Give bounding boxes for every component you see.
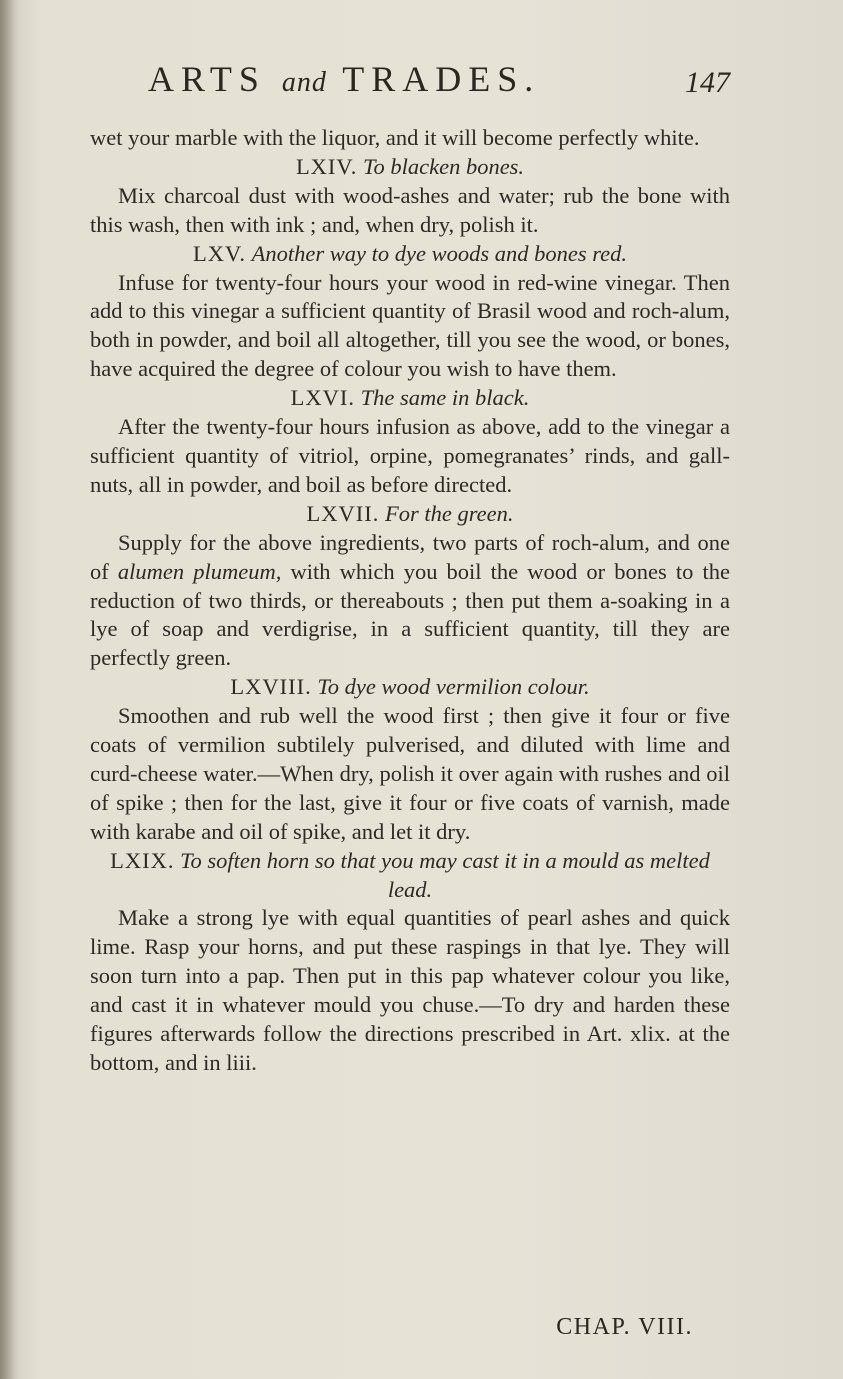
section-heading-68 <box>90 673 730 702</box>
section-title-66: The same in black. <box>360 385 530 411</box>
catchword: CHAP. VIII. <box>556 1314 693 1340</box>
section-title-65: Another way to dye woods and bones red. <box>251 240 627 266</box>
section-title-69: To soften horn so that you may cast it in a mould as melted lead. <box>180 847 710 902</box>
page-header <box>90 58 736 108</box>
section-paragraph-67 <box>90 529 730 674</box>
running-head <box>148 58 540 100</box>
intro-paragraph: wet your marble with the liquor, and it will become perfectly white. <box>90 125 700 150</box>
section-paragraph-64: Mix charcoal dust with wood-ashes and water; rub the bone with this wash, then with ink ; and, when dry, polish it. <box>90 182 730 237</box>
body-text <box>90 124 730 1078</box>
section-paragraph-67-italic: alumen plumeum, <box>117 558 282 584</box>
section-number-69: LXIX. <box>110 847 175 873</box>
section-heading-69 <box>90 847 730 905</box>
section-title-64: To blacken bones. <box>363 153 525 179</box>
page-number: 147 <box>685 66 730 99</box>
section-heading-64 <box>90 153 730 182</box>
section-heading-67 <box>90 500 730 529</box>
section-number-68: LXVIII. <box>230 674 312 700</box>
section-paragraph-66: After the twenty-four hours infusion as above, add to the vinegar a sufficient quantity of vitriol, orpine, pomegranates’ rinds, and gall-nuts, all in powder, and boil as before directed. <box>90 414 730 497</box>
section-paragraph-68: Smoothen and rub well the wood first ; then give it four or five coats of vermilion subtilely pulverised, and diluted with lime and curd-cheese water.—When dry, polish it over again with rushes and oil of spike ; then for the last, give it four or five coats of varnish, made with karabe and oil of spike, and let it dry. <box>90 703 730 844</box>
section-number-65: LXV. <box>193 240 246 266</box>
section-paragraph-65: Infuse for twenty-four hours your wood in red-wine vinegar. Then add to this vinegar a sufficient quantity of Brasil wood and roch-alum, both in powder, and boil all altogether, till you see the wood, or bones, have acquired the degree of colour you wish to have them. <box>90 269 730 382</box>
section-paragraph-69: Make a strong lye with equal quantities of pearl ashes and quick lime. Rasp your horns, and put these raspings in that lye. They will soon turn into a pap. Then put in this pap whatever colour you like, and cast it in whatever mould you chuse.—To dry and harden these figures afterwards follow the directions prescribed in Art. xlix. at the bottom, and in liii. <box>90 905 730 1075</box>
section-number-64: LXIV. <box>295 153 358 179</box>
section-heading-66 <box>90 384 730 413</box>
running-head-right: TRADES. <box>326 59 541 99</box>
section-title-67: For the green. <box>384 500 514 526</box>
running-head-and: and <box>281 67 327 98</box>
section-title-68: To dye wood vermilion colour. <box>317 674 590 700</box>
running-head-left: ARTS <box>148 59 282 99</box>
section-paragraph-67-part-1: Supply for the above ingredients, two parts of roch-alum, and one of <box>90 529 730 584</box>
section-number-67: LXVII. <box>306 500 380 526</box>
section-paragraph-67-part-2: with which you boil the wood or bones to the reduction of two thirds, or thereabouts ; then put them a-soaking in a lye of soap and verdigrise, in a sufficient quantity, till they are perfectly green. <box>90 558 730 671</box>
section-heading-65 <box>90 240 730 269</box>
section-number-66: LXVI. <box>290 385 355 411</box>
